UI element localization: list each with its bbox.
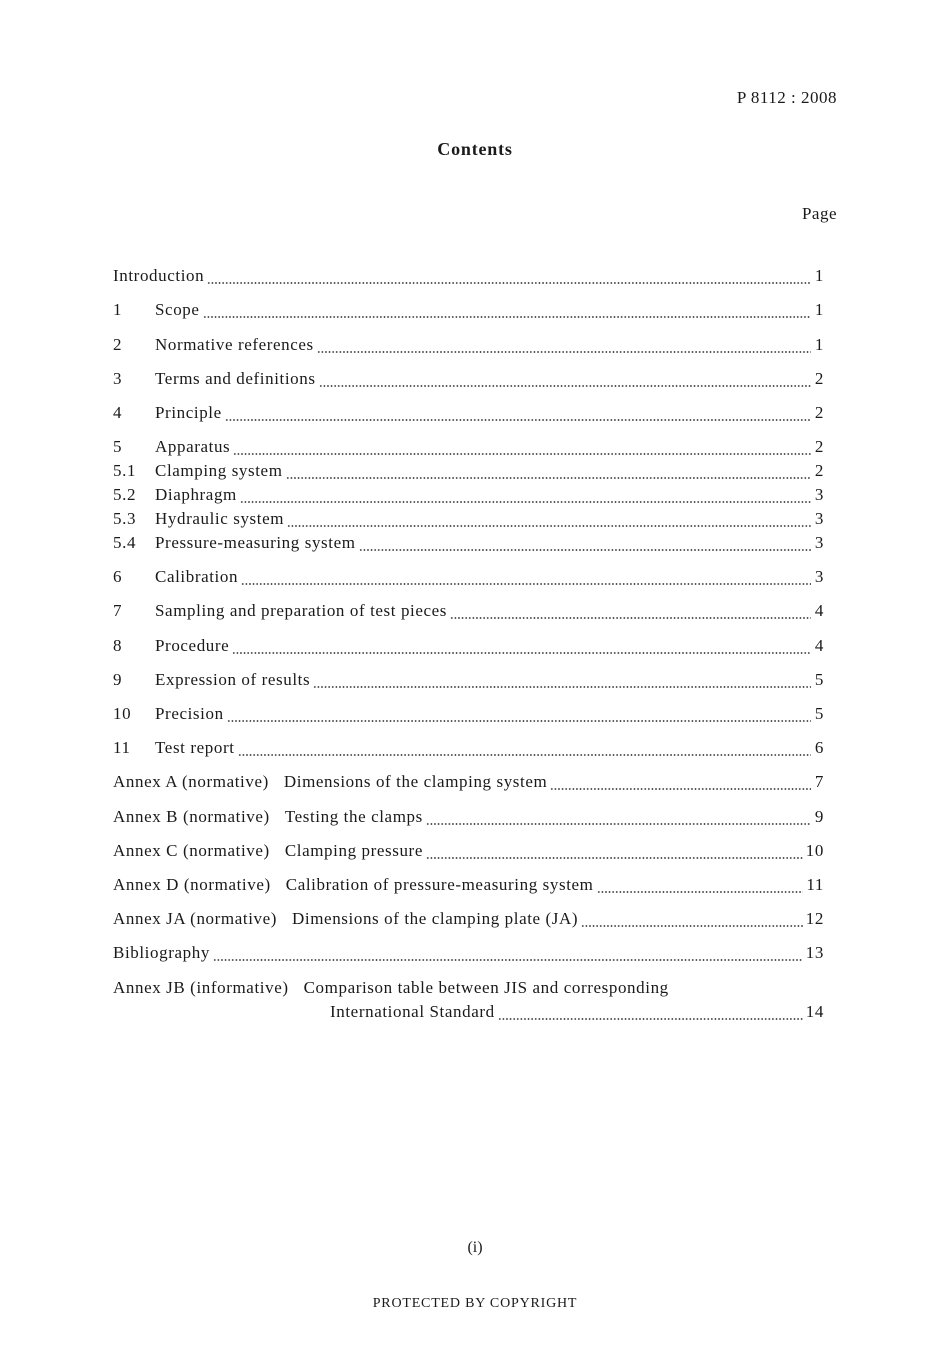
toc-entry-page: 11 — [806, 875, 824, 894]
toc-entry-number: 5.3 — [113, 509, 137, 528]
dot-leader — [286, 477, 811, 479]
toc-entry-title: Principle — [155, 403, 222, 422]
toc-entry-title-line1: Comparison table between JIS and corresponding — [303, 978, 669, 997]
toc-entry-page: 10 — [805, 841, 824, 860]
toc-entry-page: 2 — [814, 437, 824, 456]
toc-entry-title: Test report — [155, 738, 235, 757]
toc-entry-page: 13 — [805, 943, 824, 962]
toc-entry-terms-and-definitions[interactable] — [113, 369, 824, 391]
toc-entry-number: 5 — [113, 437, 123, 456]
toc-entry-title: Scope — [155, 300, 200, 319]
annex-label: Annex JA (normative) — [113, 909, 278, 928]
dot-leader — [241, 583, 811, 585]
copyright-notice: PROTECTED BY COPYRIGHT — [372, 1296, 578, 1311]
toc-entry-number: 6 — [113, 567, 123, 586]
toc-entry-test-report[interactable] — [113, 738, 824, 760]
toc-entry-number: 9 — [113, 670, 123, 689]
toc-entry-title: Apparatus — [155, 437, 231, 456]
toc-entry-title: Calibration of pressure-measuring system — [285, 875, 594, 894]
toc-entry-title: Terms and definitions — [155, 369, 316, 388]
toc-entry-page: 1 — [814, 266, 824, 285]
toc-entry-title: Precision — [155, 704, 224, 723]
dot-leader — [426, 823, 811, 825]
dot-leader — [213, 959, 803, 961]
toc-entry-page: 4 — [814, 636, 824, 655]
toc-entry-title: Clamping system — [155, 461, 283, 480]
toc-entry-page: 3 — [814, 485, 824, 504]
annex-label: Annex C (normative) — [113, 841, 270, 860]
toc-entry-diaphragm[interactable] — [113, 485, 824, 507]
toc-entry-expression-of-results[interactable] — [113, 670, 824, 692]
dot-leader — [359, 549, 811, 551]
toc-entry-annex-b[interactable] — [113, 807, 824, 829]
annex-label: Annex JB (informative) — [113, 978, 289, 997]
toc-entry-page: 3 — [814, 533, 824, 552]
toc-entry-page: 5 — [814, 704, 824, 723]
toc-entry-scope[interactable] — [113, 300, 824, 322]
toc-entry-page: 14 — [805, 1002, 824, 1021]
toc-entry-title: Procedure — [155, 636, 230, 655]
annex-label: Annex D (normative) — [113, 875, 271, 894]
page-column-header: Page — [801, 204, 837, 223]
toc-entry-number: 2 — [113, 335, 123, 354]
annex-label: Annex B (normative) — [113, 807, 270, 826]
toc-entry-number: 5.2 — [113, 485, 137, 504]
dot-leader — [227, 720, 811, 722]
toc-entry-page: 2 — [814, 403, 824, 422]
toc-entry-title: Normative references — [155, 335, 314, 354]
dot-leader — [240, 501, 811, 503]
annex-label: Annex A (normative) — [113, 772, 269, 791]
toc-entry-page: 2 — [814, 461, 824, 480]
dot-leader — [203, 316, 811, 318]
toc-entry-annex-c[interactable] — [113, 841, 824, 863]
toc-entry-page: 9 — [814, 807, 824, 826]
toc-entry-annex-jb-continuation[interactable] — [330, 1002, 824, 1024]
toc-entry-apparatus[interactable] — [113, 437, 824, 459]
dot-leader — [287, 525, 811, 527]
toc-entry-page: 3 — [814, 567, 824, 586]
toc-entry-number: 4 — [113, 403, 123, 422]
toc-entry-number: 3 — [113, 369, 123, 388]
toc-entry-page: 5 — [814, 670, 824, 689]
toc-entry-page: 3 — [814, 509, 824, 528]
toc-entry-normative-references[interactable] — [113, 335, 824, 357]
toc-entry-title: Pressure-measuring system — [155, 533, 356, 552]
toc-entry-page: 7 — [814, 772, 824, 791]
toc-entry-page: 6 — [814, 738, 824, 757]
toc-entry-annex-ja[interactable] — [113, 909, 824, 931]
toc-entry-page: 1 — [814, 300, 824, 319]
toc-entry-number: 7 — [113, 601, 123, 620]
toc-entry-number: 5.4 — [113, 533, 137, 552]
document-code: P 8112 : 2008 — [736, 88, 837, 107]
toc-entry-title: Dimensions of the clamping plate (JA) — [292, 909, 579, 928]
dot-leader — [238, 754, 811, 756]
toc-entry-precision[interactable] — [113, 704, 824, 726]
toc-entry-title: Hydraulic system — [155, 509, 285, 528]
dot-leader — [233, 453, 811, 455]
toc-entry-number: 5.1 — [113, 461, 137, 480]
dot-leader — [232, 652, 811, 654]
toc-entry-annex-d[interactable] — [113, 875, 824, 897]
toc-entry-title-line2: International Standard — [330, 1002, 495, 1021]
page-title: Contents — [437, 139, 513, 159]
dot-leader — [207, 282, 811, 284]
toc-entry-title: Testing the clamps — [284, 807, 423, 826]
toc-entry-page: 1 — [814, 335, 824, 354]
toc-entry-hydraulic-system[interactable] — [113, 509, 824, 531]
dot-leader — [313, 686, 811, 688]
toc-entry-clamping-system[interactable] — [113, 461, 824, 483]
toc-entry-title: Diaphragm — [155, 485, 237, 504]
toc-entry-number: 8 — [113, 636, 123, 655]
toc-entry-title: Sampling and preparation of test pieces — [155, 601, 448, 620]
toc-entry-principle[interactable] — [113, 403, 824, 425]
toc-entry-number: 1 — [113, 300, 123, 319]
dot-leader — [225, 419, 811, 421]
dot-leader — [426, 857, 803, 859]
toc-entry-title: Calibration — [155, 567, 239, 586]
dot-leader — [581, 925, 803, 927]
toc-entry-title: Dimensions of the clamping system — [283, 772, 548, 791]
dot-leader — [597, 891, 804, 893]
toc-entry-calibration[interactable] — [113, 567, 824, 589]
toc-entry-procedure[interactable] — [113, 636, 824, 658]
toc-entry-page: 12 — [805, 909, 824, 928]
toc-entry-sampling[interactable] — [113, 601, 824, 623]
dot-leader — [498, 1018, 803, 1020]
dot-leader — [450, 617, 811, 619]
toc-entry-number: 11 — [113, 738, 131, 757]
toc-entry-page: 4 — [814, 601, 824, 620]
toc-entry-annex-a[interactable] — [113, 772, 824, 794]
dot-leader — [550, 788, 811, 790]
dot-leader — [317, 351, 811, 353]
toc-entry-annex-jb[interactable] — [113, 978, 669, 998]
toc-entry-page: 2 — [814, 369, 824, 388]
toc-entry-bibliography[interactable] — [113, 943, 824, 965]
toc-entry-title: Bibliography — [113, 943, 210, 962]
dot-leader — [319, 385, 811, 387]
toc-entry-title: Clamping pressure — [284, 841, 423, 860]
toc-entry-pressure-measuring-system[interactable] — [113, 533, 824, 555]
toc-entry-introduction[interactable] — [113, 266, 824, 288]
toc-entry-title: Expression of results — [155, 670, 311, 689]
page-number: (i) — [467, 1239, 483, 1256]
toc-entry-number: 10 — [113, 704, 132, 723]
toc-entry-title: Introduction — [113, 266, 205, 285]
